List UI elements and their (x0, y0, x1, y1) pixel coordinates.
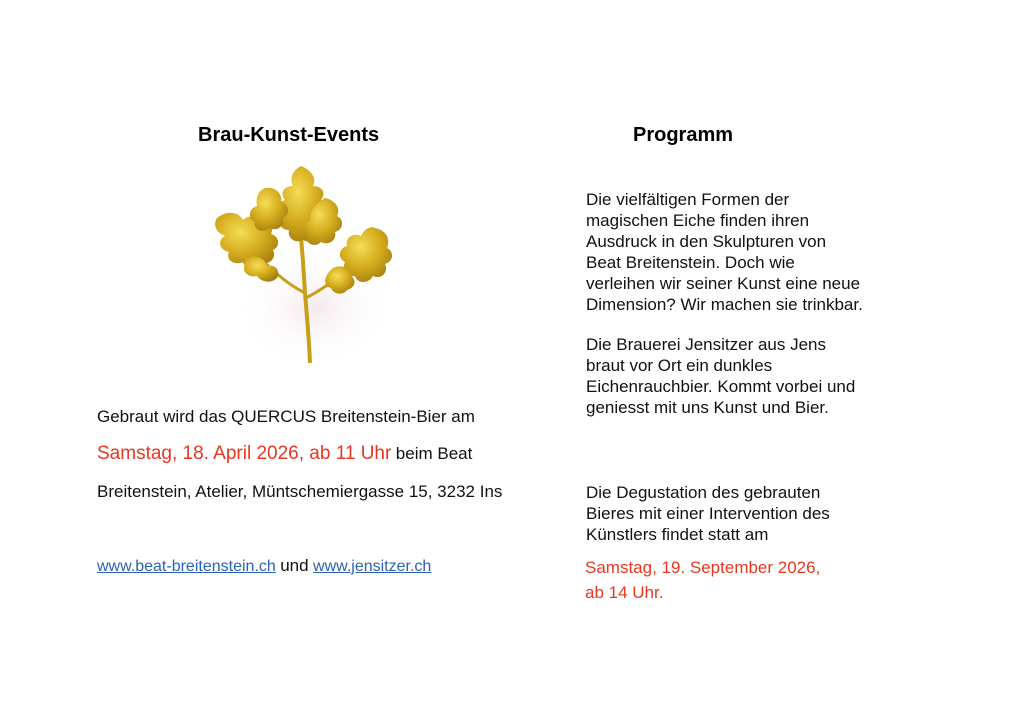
paragraph-line: Bieres mit einer Intervention des (586, 504, 830, 523)
paragraph-line: braut vor Ort ein dunkles (586, 356, 773, 375)
brewing-intro: Gebraut wird das QUERCUS Breitenstein-Bier am (97, 407, 475, 426)
link-beat-breitenstein[interactable]: www.beat-breitenstein.ch (97, 558, 276, 575)
brewing-date-line (97, 443, 472, 465)
oak-leaf-image (205, 158, 405, 378)
links-line (97, 556, 431, 576)
brewing-location-prefix: beim Beat (395, 444, 473, 463)
event-title: Brau-Kunst-Events (198, 124, 380, 146)
paragraph-line: Die Brauerei Jensitzer aus Jens (586, 335, 827, 354)
paragraph-line: Dimension? Wir machen sie trinkbar. (586, 295, 863, 314)
paragraph-line: Die vielfältigen Formen der (586, 190, 790, 209)
program-title: Programm (633, 124, 734, 146)
brewing-date: Samstag, 18. April 2026, ab 11 Uhr (97, 443, 392, 464)
paragraph-line: Künstlers findet statt am (586, 525, 769, 544)
paragraph-line: Eichenrauchbier. Kommt vorbei und (586, 377, 856, 396)
paragraph-line: Die Degustation des gebrauten (586, 483, 821, 502)
tasting-date-block (585, 555, 820, 605)
program-paragraph-2 (586, 334, 855, 418)
paragraph-line: verleihen wir seiner Kunst eine neue (586, 274, 861, 293)
links-joiner: und (280, 556, 309, 575)
paragraph-line: magischen Eiche finden ihren (586, 211, 810, 230)
paragraph-line: Ausdruck in den Skulpturen von (586, 232, 827, 251)
tasting-date: Samstag, 19. September 2026, (585, 558, 821, 577)
oak-leaf-icon (205, 158, 405, 378)
brewing-place: Breitenstein, Atelier, Müntschemiergasse 15, 3232 Ins (97, 482, 503, 501)
program-paragraph-3 (586, 482, 830, 545)
paragraph-line: Beat Breitenstein. Doch wie (586, 253, 795, 272)
tasting-time: ab 14 Uhr. (585, 583, 664, 602)
paragraph-line: geniesst mit uns Kunst und Bier. (586, 398, 829, 417)
link-jensitzer[interactable]: www.jensitzer.ch (313, 558, 432, 575)
program-paragraph-1 (586, 189, 863, 315)
